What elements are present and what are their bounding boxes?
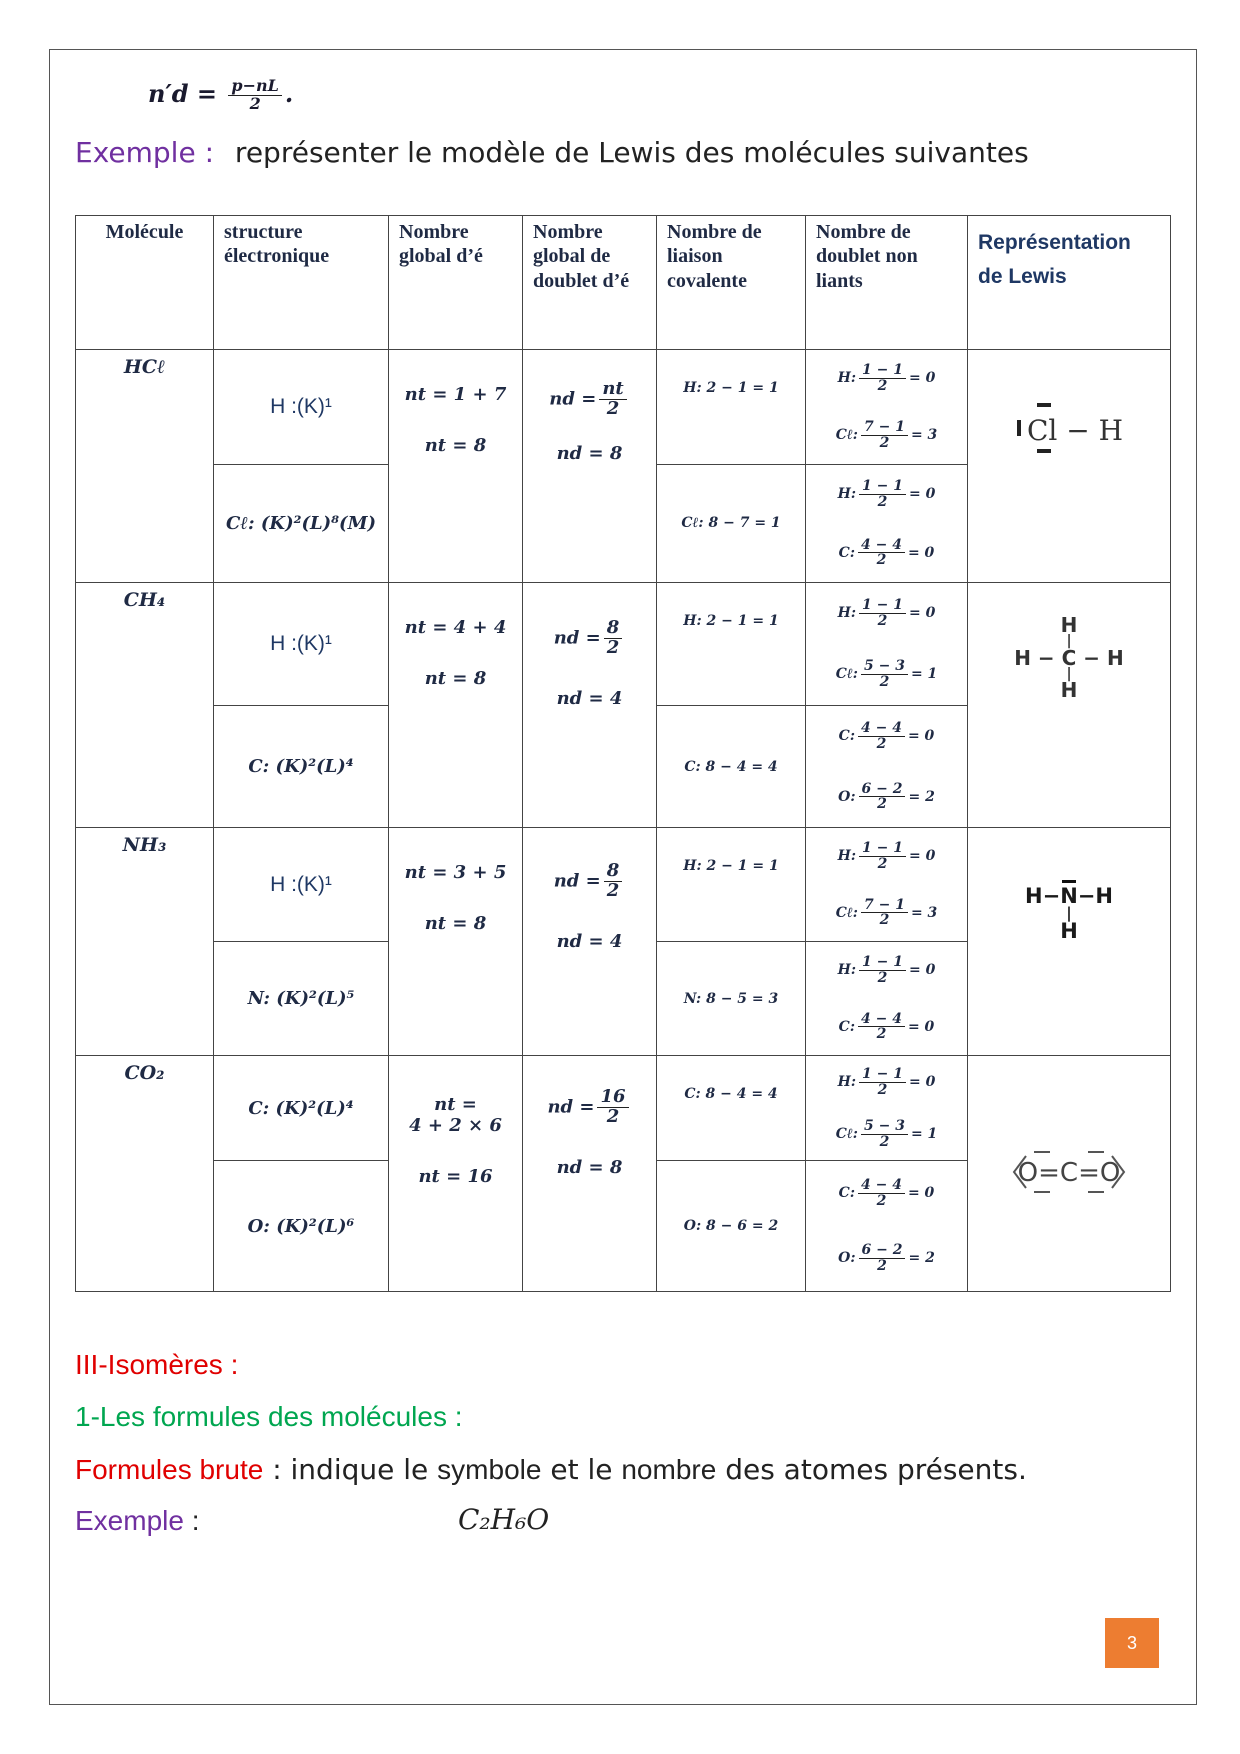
doublet-denominator: 2 [877,1081,888,1098]
example-text: représenter le modèle de Lewis des molécules suivantes [234,136,1029,169]
formula-numerator: p−nL [228,78,281,96]
doublet-symbol: C: [838,544,855,561]
structure-cell: N: (K)²(L)⁵ [214,942,389,1056]
nt-cell [389,1056,523,1292]
nd-cell [523,1056,657,1292]
lewis-atom: H [1060,613,1078,637]
example-colon: : [183,1505,200,1536]
nd-denominator: 2 [606,636,620,658]
doublet-result: = 0 [907,728,935,745]
doublet-numerator: 5 − 3 [861,659,908,675]
doublet-denominator: 2 [877,1258,887,1274]
doublet-symbol: Cℓ: [835,427,858,444]
doublet-denominator: 2 [877,493,888,510]
nt-result: nt = 8 [424,668,487,689]
covalent-cell: N: 8 − 5 = 3 [657,942,806,1056]
doublet-symbol: C: [838,1185,855,1202]
nd-numerator: 16 [597,1088,628,1108]
nt-result: nt = 8 [424,435,487,456]
lewis-co2-diagram [1004,1142,1134,1202]
nt-cell [389,350,523,583]
covalent-cell: C: 8 − 4 = 4 [657,1056,806,1161]
lewis-cell [968,828,1171,1056]
doublet-result: = 0 [909,848,936,865]
lone-pair-bar [1062,880,1076,883]
molecule-name: NH₃ [76,828,214,1056]
doublet-result: = 0 [909,962,936,979]
doublet-cell [806,465,968,583]
doublet-result: = 1 [910,1126,938,1142]
lewis-hcl-diagram [1009,398,1129,458]
page-number: 3 [1105,1618,1159,1668]
section-title: III-Isomères : [75,1349,239,1380]
nt-formula: nt = [434,1094,477,1115]
doublet-cell [806,706,968,828]
doublet-numerator: 1 − 1 [859,841,906,857]
molecule-name: HCℓ [76,350,214,583]
nd-cell [523,828,657,1056]
doublet-entry [838,782,935,812]
nd-denominator: 2 [606,879,620,901]
doublet-result: = 0 [907,1018,935,1035]
doublet-symbol: Cℓ: [835,666,858,683]
definition-keyword: nombre [621,1454,717,1485]
doublet-denominator: 2 [879,435,890,451]
nt-cell [389,828,523,1056]
covalent-cell: C: 8 − 4 = 4 [657,706,806,828]
nd-numerator: 8 [604,619,623,639]
lewis-atom-row: H−N−H [1025,884,1113,908]
lewis-atom: H [1060,678,1078,703]
example-label: Exemple [75,1505,184,1536]
doublet-entry [836,1119,938,1149]
header-global-doublets: Nombre global de doublet d’é [523,216,657,350]
example-formula-line [75,1505,200,1537]
doublet-denominator: 2 [879,912,890,929]
header-nonbonding-doublets: Nombre de doublet non liants [806,216,968,350]
lewis-cell [968,1056,1171,1292]
molecule-name: CH₄ [76,583,214,828]
structure-cell: H :(K)¹ [214,350,389,465]
doublet-symbol: H: [837,1074,857,1090]
doublet-entry [839,721,935,751]
doublet-entry [838,841,936,871]
doublet-symbol: O: [838,1250,856,1267]
lewis-co2-text: O=C=O [1017,1157,1121,1188]
nd-cell [523,350,657,583]
molecule-name: CO₂ [76,1056,214,1292]
doublet-symbol: H: [837,370,857,387]
doublet-result: = 3 [910,904,938,921]
header-covalent-bonds: Nombre de liaison covalente [657,216,806,350]
doublet-numerator: 1 − 1 [859,363,906,379]
formula-tail: . [284,78,294,108]
lewis-ch4-diagram: H | H − C − H | H [968,615,1170,700]
doublet-result: = 0 [907,1185,935,1202]
doublet-cell [806,350,968,465]
definition-text: des atomes présents. [716,1453,1027,1486]
nd-cell [523,583,657,828]
doublet-result: = 0 [907,544,935,561]
nd-result: nd = 8 [556,442,623,464]
doublet-cell [806,942,968,1056]
table-row [76,583,1171,706]
doublet-entry [839,1178,935,1208]
doublet-entry [838,363,936,393]
doublet-numerator: 7 − 1 [861,898,908,914]
doublet-numerator: 1 − 1 [859,479,906,495]
example-formula: C₂H₆O [458,1503,550,1536]
doublet-denominator: 2 [879,674,890,690]
doublet-denominator: 2 [877,796,887,813]
doublet-denominator: 2 [879,1133,890,1150]
doublet-numerator: 1 − 1 [859,598,906,614]
structure-cell: Cℓ: (K)²(L)⁸(M) [214,465,389,583]
header-lewis: Représentation de Lewis [968,216,1171,350]
nd-lhs: nd = [549,388,597,410]
nd-lhs: nd = [553,870,601,892]
doublet-symbol: Cℓ: [835,1126,858,1142]
nt-formula: nt = 3 + 5 [404,862,507,883]
covalent-cell: O: 8 − 6 = 2 [657,1161,806,1292]
nt-result: nt = 8 [424,913,487,934]
doublet-result: = 3 [910,427,938,444]
doublet-cell [806,828,968,942]
doublet-symbol: H: [837,486,857,503]
doublet-result: = 0 [909,605,936,622]
nt-formula: nt = 4 + 4 [404,617,507,638]
doublet-result: = 2 [908,788,935,805]
doublet-numerator: 6 − 2 [859,782,906,798]
nt-result: nt = 16 [418,1166,493,1187]
doublet-denominator: 2 [876,1193,887,1209]
doublet-entry [838,955,936,985]
section-subtitle: 1-Les formules des molécules : [75,1401,463,1432]
header-structure: structure électronique [214,216,389,350]
nt-formula: nt = 1 + 7 [404,384,507,405]
nt-formula-continued: 4 + 2 × 6 [409,1115,502,1136]
nd-numerator: nt [599,380,626,400]
doublet-entry [838,479,936,509]
doublet-numerator: 1 − 1 [859,1067,906,1083]
nd-result: nd = 4 [556,930,623,952]
covalent-cell: H: 2 − 1 = 1 [657,350,806,465]
doublet-numerator: 7 − 1 [861,420,908,436]
doublet-denominator: 2 [877,969,888,986]
doublet-result: = 0 [909,486,936,503]
doublet-numerator: 6 − 2 [859,1243,906,1259]
doublet-cell [806,1056,968,1161]
structure-cell: H :(K)¹ [214,583,389,706]
doublet-entry [839,538,935,568]
doublet-result: = 1 [910,666,938,683]
nd-numerator: 8 [604,862,623,882]
doublet-result: = 2 [908,1250,935,1267]
lewis-cell [968,350,1171,583]
nd-result: nd = 8 [556,1156,623,1178]
doublet-denominator: 2 [877,378,888,394]
doublet-entry [836,898,938,928]
structure-cell: O: (K)²(L)⁶ [214,1161,389,1292]
doublet-symbol: O: [838,788,856,805]
doublet-numerator: 5 − 3 [861,1119,908,1135]
doublet-symbol: H: [837,848,857,865]
table-header-row [76,216,1171,350]
structure-cell: H :(K)¹ [214,828,389,942]
lewis-atom: H [1060,918,1078,943]
formula-lhs: n′d = [148,78,218,108]
header-global-electrons: Nombre global d’é [389,216,523,350]
doublet-entry [839,1012,935,1042]
lewis-cell [968,583,1171,828]
doublet-entry [838,598,936,628]
doublet-numerator: 4 − 4 [858,721,905,737]
doublet-symbol: H: [837,605,857,622]
nt-cell [389,583,523,828]
structure-cell: C: (K)²(L)⁴ [214,1056,389,1161]
doublet-denominator: 2 [876,552,887,569]
nd-denominator: 2 [606,1105,620,1127]
doublet-entry [838,1067,936,1097]
structure-cell: C: (K)²(L)⁴ [214,706,389,828]
doublet-numerator: 4 − 4 [858,1012,905,1028]
nd-denominator: 2 [606,397,620,419]
doublet-symbol: C: [838,728,855,745]
covalent-cell: H: 2 − 1 = 1 [657,828,806,942]
doublet-symbol: C: [838,1018,855,1035]
definition-line [75,1453,1027,1486]
doublet-cell [806,1161,968,1292]
table-row [76,828,1171,942]
table-row [76,1056,1171,1161]
formula-nd-prime [148,78,293,113]
doublet-entry [838,1243,935,1273]
doublet-cell [806,583,968,706]
doublet-denominator: 2 [876,735,887,752]
doublet-denominator: 2 [877,613,888,629]
doublet-denominator: 2 [876,1026,887,1043]
definition-keyword: symbole [437,1454,542,1485]
doublet-denominator: 2 [877,855,888,872]
lewis-hcl-text: Cl − H [1027,414,1124,447]
doublet-entry [836,659,938,689]
doublet-result: = 0 [909,370,936,387]
nd-lhs: nd = [553,627,601,649]
example-line [75,136,1029,169]
doublet-numerator: 4 − 4 [858,1178,905,1194]
doublet-entry [836,420,938,450]
covalent-cell: H: 2 − 1 = 1 [657,583,806,706]
definition-text: et le [541,1453,622,1486]
lewis-table [75,215,1171,1292]
covalent-cell: Cℓ: 8 − 7 = 1 [657,465,806,583]
doublet-symbol: Cℓ: [835,904,858,921]
header-molecule: Molécule [76,216,214,350]
formula-denominator: 2 [249,93,261,113]
doublet-numerator: 4 − 4 [858,538,905,554]
lewis-nh3-diagram: H−N−H | H [968,886,1170,942]
doublet-symbol: H: [837,962,857,979]
lewis-atom-row: H − C − H [1014,645,1124,670]
nd-lhs: nd = [547,1096,595,1118]
table-row [76,350,1171,465]
doublet-result: = 0 [909,1074,936,1090]
definition-label: Formules brute [75,1454,264,1485]
nd-result: nd = 4 [556,687,623,709]
doublet-numerator: 1 − 1 [859,955,906,971]
example-label: Exemple : [75,136,215,169]
definition-text: : indique le [263,1453,438,1486]
